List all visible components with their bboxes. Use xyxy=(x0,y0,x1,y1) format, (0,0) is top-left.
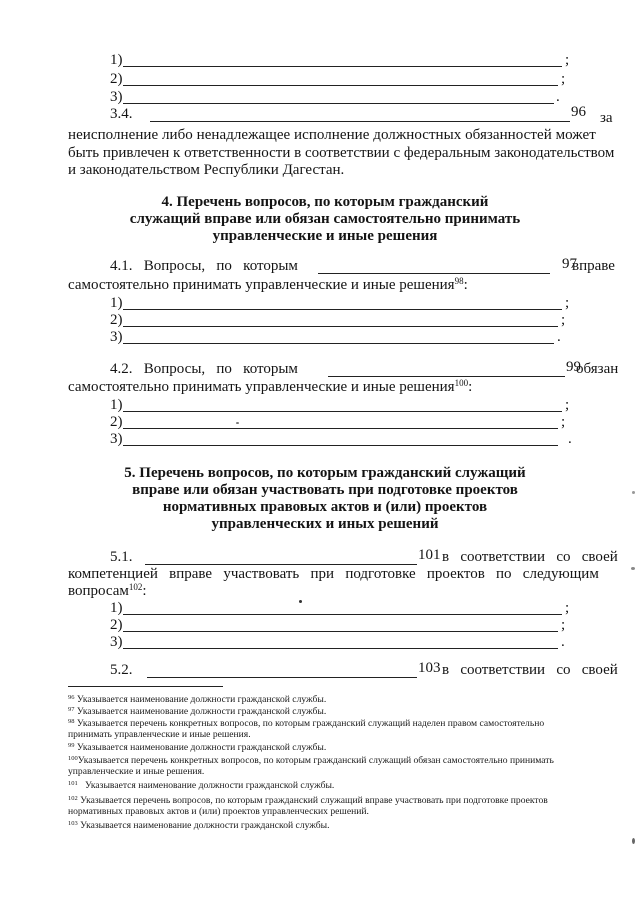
scan-speck xyxy=(632,838,635,844)
section-4-heading xyxy=(60,194,590,245)
blank-line-item xyxy=(110,329,561,346)
paragraph-text: в соответствии со своей xyxy=(442,549,618,565)
footnote-number: 99 xyxy=(68,742,75,749)
list-item-label: 1) xyxy=(110,600,123,616)
paragraph-text: в соответствии со своей xyxy=(442,662,618,678)
footnote-ref: 100 xyxy=(454,378,469,388)
list-item-end: ; xyxy=(565,397,570,413)
paragraph-number: 5.1. xyxy=(110,549,133,565)
footnote xyxy=(68,718,544,741)
list-item-end: ; xyxy=(561,312,566,328)
list-item-end: . xyxy=(556,89,560,105)
list-item-label: 2) xyxy=(110,617,123,633)
list-item-label: 1) xyxy=(110,52,123,68)
paragraph-number: 5.2. xyxy=(110,662,133,678)
paragraph-text: вправе xyxy=(572,258,615,274)
paragraph-text: компетенцией вправе участвовать при подготовке проектов по следующим xyxy=(68,566,599,582)
blank-line-item xyxy=(110,312,566,329)
paragraph-text: и законодательством Республики Дагестан. xyxy=(68,162,345,178)
list-item-end: . xyxy=(568,431,572,447)
blank-line-item xyxy=(110,71,566,88)
paragraph-text: быть привлечен к ответственности в соответствии с федеральным законодательством xyxy=(68,145,615,161)
paragraph-text: за xyxy=(600,110,613,126)
footnote-ref: 102 xyxy=(128,582,143,592)
list-item-label: 2) xyxy=(110,414,123,430)
list-item-label: 1) xyxy=(110,295,123,311)
blank-line-item xyxy=(110,52,570,69)
footnote-text: управленческие и иные решения. xyxy=(68,766,205,778)
heading-line: 4. Перечень вопросов, по которым гражданский xyxy=(161,194,489,210)
heading-line: управленческих и иных решений xyxy=(211,516,439,532)
blank-line-item xyxy=(110,414,566,431)
punctuation: : xyxy=(463,277,468,293)
section-5-heading xyxy=(60,465,590,533)
heading-line: 5. Перечень вопросов, по которым гражданский служащий xyxy=(124,465,526,481)
punctuation: : xyxy=(142,583,147,599)
list-item-label: 3) xyxy=(110,431,123,447)
paragraph-text: 4.1. Вопросы, по которым xyxy=(110,258,298,274)
footnote-number: 103 xyxy=(68,820,78,827)
heading-line: управленческие и иные решения xyxy=(212,228,438,244)
footnote-number: 102 xyxy=(68,795,78,802)
blank-line-item xyxy=(110,617,566,634)
footnote-ref: 101 xyxy=(418,547,441,563)
footnote-text: Указывается наименование должности гражданской службы. xyxy=(76,742,327,753)
blank-field xyxy=(150,121,570,122)
paragraph-text xyxy=(68,277,468,294)
list-item-end: . xyxy=(561,634,565,650)
blank-field xyxy=(145,564,417,565)
footnote xyxy=(68,820,330,831)
footnote-separator xyxy=(68,686,223,687)
footnote-number: 101 xyxy=(68,780,78,787)
list-item-end: ; xyxy=(561,617,566,633)
list-item-end: ; xyxy=(565,52,570,68)
paragraph-text xyxy=(68,379,472,396)
list-item-label: 3) xyxy=(110,329,123,345)
blank-line-item xyxy=(110,634,565,651)
punctuation: : xyxy=(468,379,473,395)
paragraph-number: 3.4. xyxy=(110,106,133,122)
list-item-label: 2) xyxy=(110,312,123,328)
paragraph-text xyxy=(68,583,147,600)
heading-line: вправе или обязан участвовать при подготовке проектов xyxy=(132,482,518,498)
footnote-text: Указывается наименование должности гражданской службы. xyxy=(80,780,335,791)
blank-field xyxy=(318,273,550,274)
paragraph-text-run: вопросам xyxy=(68,583,129,599)
footnote-text: нормативных правовых актов и (или) проектов управленческих решений. xyxy=(68,806,369,818)
scan-speck xyxy=(632,491,635,494)
footnote xyxy=(68,755,554,778)
footnote xyxy=(68,780,334,791)
paragraph-text: неисполнение либо ненадлежащее исполнение должностных обязанностей может xyxy=(68,127,596,143)
list-item-end: ; xyxy=(565,295,570,311)
list-item-label: 1) xyxy=(110,397,123,413)
footnote-text: Указывается перечень конкретных вопросов, по которым гражданский служащий наделен правом самостоятельно xyxy=(76,718,545,729)
footnote-number: 96 xyxy=(68,694,75,701)
footnote-text: Указывается наименование должности гражданской службы. xyxy=(80,820,330,831)
footnote-text: Указывается перечень вопросов, по которым гражданский служащий вправе участвовать при подготовке проектов xyxy=(80,795,548,806)
list-item-end: ; xyxy=(561,71,566,87)
paragraph-text-run: самостоятельно принимать управленческие и иные решения xyxy=(68,379,455,395)
list-item-label: 2) xyxy=(110,71,123,87)
footnote-ref: 97 xyxy=(562,256,577,272)
scan-speck xyxy=(236,422,239,424)
heading-line: нормативных правовых актов и (или) проектов xyxy=(162,499,488,515)
footnote xyxy=(68,742,326,753)
footnote-text: Указывается наименование должности гражданской службы. xyxy=(76,694,327,705)
footnote xyxy=(68,795,548,818)
footnote-text: Указывается перечень конкретных вопросов, по которым гражданский служащий обязан самостоятельно принимать xyxy=(77,755,554,766)
scan-speck xyxy=(631,567,635,570)
blank-line-item xyxy=(110,431,572,448)
list-item-label: 3) xyxy=(110,89,123,105)
paragraph-text: 4.2. Вопросы, по которым xyxy=(110,361,298,377)
footnote-text: принимать управленческие и иные решения. xyxy=(68,729,251,741)
footnote-ref: 98 xyxy=(454,276,464,286)
footnote-text: Указывается наименование должности гражданской службы. xyxy=(76,706,327,717)
heading-line: служащий вправе или обязан самостоятельно принимать xyxy=(129,211,521,227)
list-item-end: ; xyxy=(561,414,566,430)
footnote-number: 98 xyxy=(68,718,75,725)
footnote-number: 100 xyxy=(68,755,78,762)
footnote-ref: 96 xyxy=(571,104,586,120)
list-item-end: ; xyxy=(565,600,570,616)
paragraph-text-run: самостоятельно принимать управленческие и иные решения xyxy=(68,277,455,293)
footnote-ref: 103 xyxy=(418,660,441,676)
list-item-label: 3) xyxy=(110,634,123,650)
blank-line-item xyxy=(110,600,570,617)
paragraph-text: обязан xyxy=(576,361,619,377)
scan-speck xyxy=(299,600,302,603)
blank-line-item xyxy=(110,295,570,312)
footnote xyxy=(68,694,326,705)
blank-field xyxy=(328,376,565,377)
footnote-ref: 99 xyxy=(566,359,581,375)
blank-field xyxy=(147,677,417,678)
footnote xyxy=(68,706,326,717)
footnote-number: 97 xyxy=(68,706,75,713)
list-item-end: . xyxy=(557,329,561,345)
blank-line-item xyxy=(110,397,570,414)
blank-line-item xyxy=(110,89,560,106)
